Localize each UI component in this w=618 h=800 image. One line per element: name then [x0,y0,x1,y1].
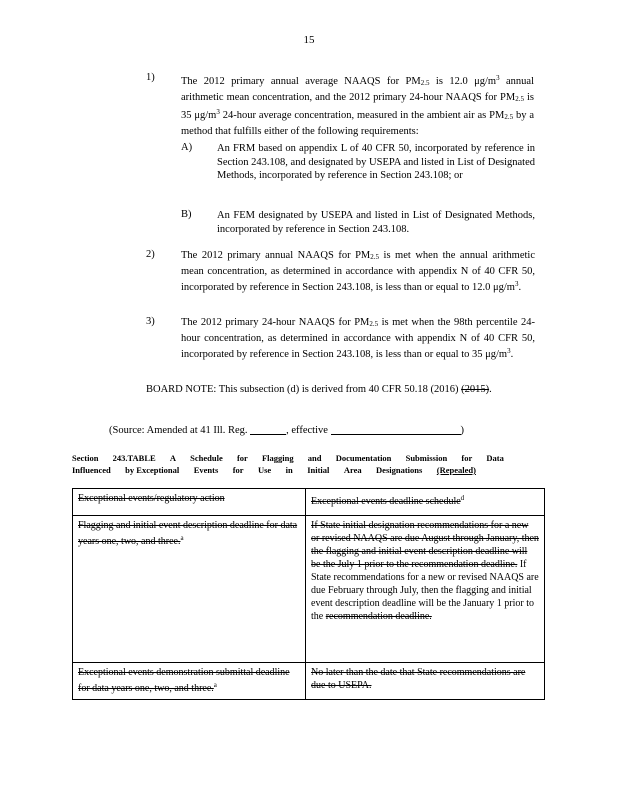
header-cell-deadline: Exceptional events deadline schedule$^d$ [306,489,545,516]
source-note: (Source: Amended at 41 Ill. Reg. , effective ) [109,425,465,436]
table-heading-line-1: Section 243.TABLE A Schedule for Flagging and Documentation Submission for Data [72,453,504,463]
board-note: BOARD NOTE: This subsection (d) is derived from 40 CFR 50.18 (2016) (2015). [146,384,492,395]
row1-deadline-cell: If State initial designation recommendations for a new or revised NAAQS are due August through January, then the flagging and initial event description deadline will be the July 1 prior to the recommendation deadline. If State recommendations for a new or revised NAAQS are due February through July, then the flagging and initial event description deadline will be the January 1 prior to the recommendation deadline. [306,516,545,663]
schedule-table [72,488,545,700]
item-text-a: An FRM based on appendix L of 40 CFR 50, incorporated by reference in Section 243.108, and designated by USEPA and listed in List of Designated Methods, incorporated by reference in Section 243.108; or [217,143,535,182]
item-text-1: The 2012 primary annual average NAAQS for PM2.5 is 12.0 $\mu g/m^3$ annual arithmetic mean concentration, and the 2012 primary 24-hour NAAQS for PM2.5 is 35 $\mu g/m^3$ 24-hour average concentration, measured in the ambient air as PM2.5 by a method that fulfills either of the following requirements: [181,74,535,137]
item-number-2: 2) [146,249,155,260]
table-row [73,516,545,663]
item-text-3: The 2012 primary 24-hour NAAQS for PM2.5 is met when the 98th percentile 24-hour concentration, as determined in accordance with appendix N of 40 CFR 50, incorporated by reference in Section 243.108, is less than or equal to 35 $\mu g/m^3$. [181,317,535,361]
table-heading-line-2: Influenced by Exceptional Events for Use in Initial Area Designations (Repealed) [72,465,476,475]
item-number-b: B) [181,209,192,220]
row2-deadline-cell: No later than the date that State recommendations are due to USEPA. [306,663,545,700]
row1-action-cell: Flagging and initial event description deadline for data years one, two, and three.$^a$ [73,516,306,663]
page-number: 15 [303,34,315,46]
item-number-a: A) [181,142,193,153]
table-heading [72,452,504,476]
row2-action-cell: Exceptional events demonstration submittal deadline for data years one, two, and three.$^a$ [73,663,306,700]
item-number-1: 1) [146,72,155,83]
header-cell-action: Exceptional events/regulatory action [73,489,306,516]
item-number-3: 3) [146,316,155,327]
item-text-b: An FEM designated by USEPA and listed in List of Designated Methods, incorporated by reference in Section 243.108. [217,210,535,235]
item-text-2: The 2012 primary annual NAAQS for PM2.5 is met when the annual arithmetic mean concentration, as determined in accordance with appendix N of 40 CFR 50, incorporated by reference in Section 243.108, is less than or equal to 12.0 $\mu g/m^3$. [181,250,536,294]
table-header-row [73,489,545,516]
table-row [73,663,545,700]
